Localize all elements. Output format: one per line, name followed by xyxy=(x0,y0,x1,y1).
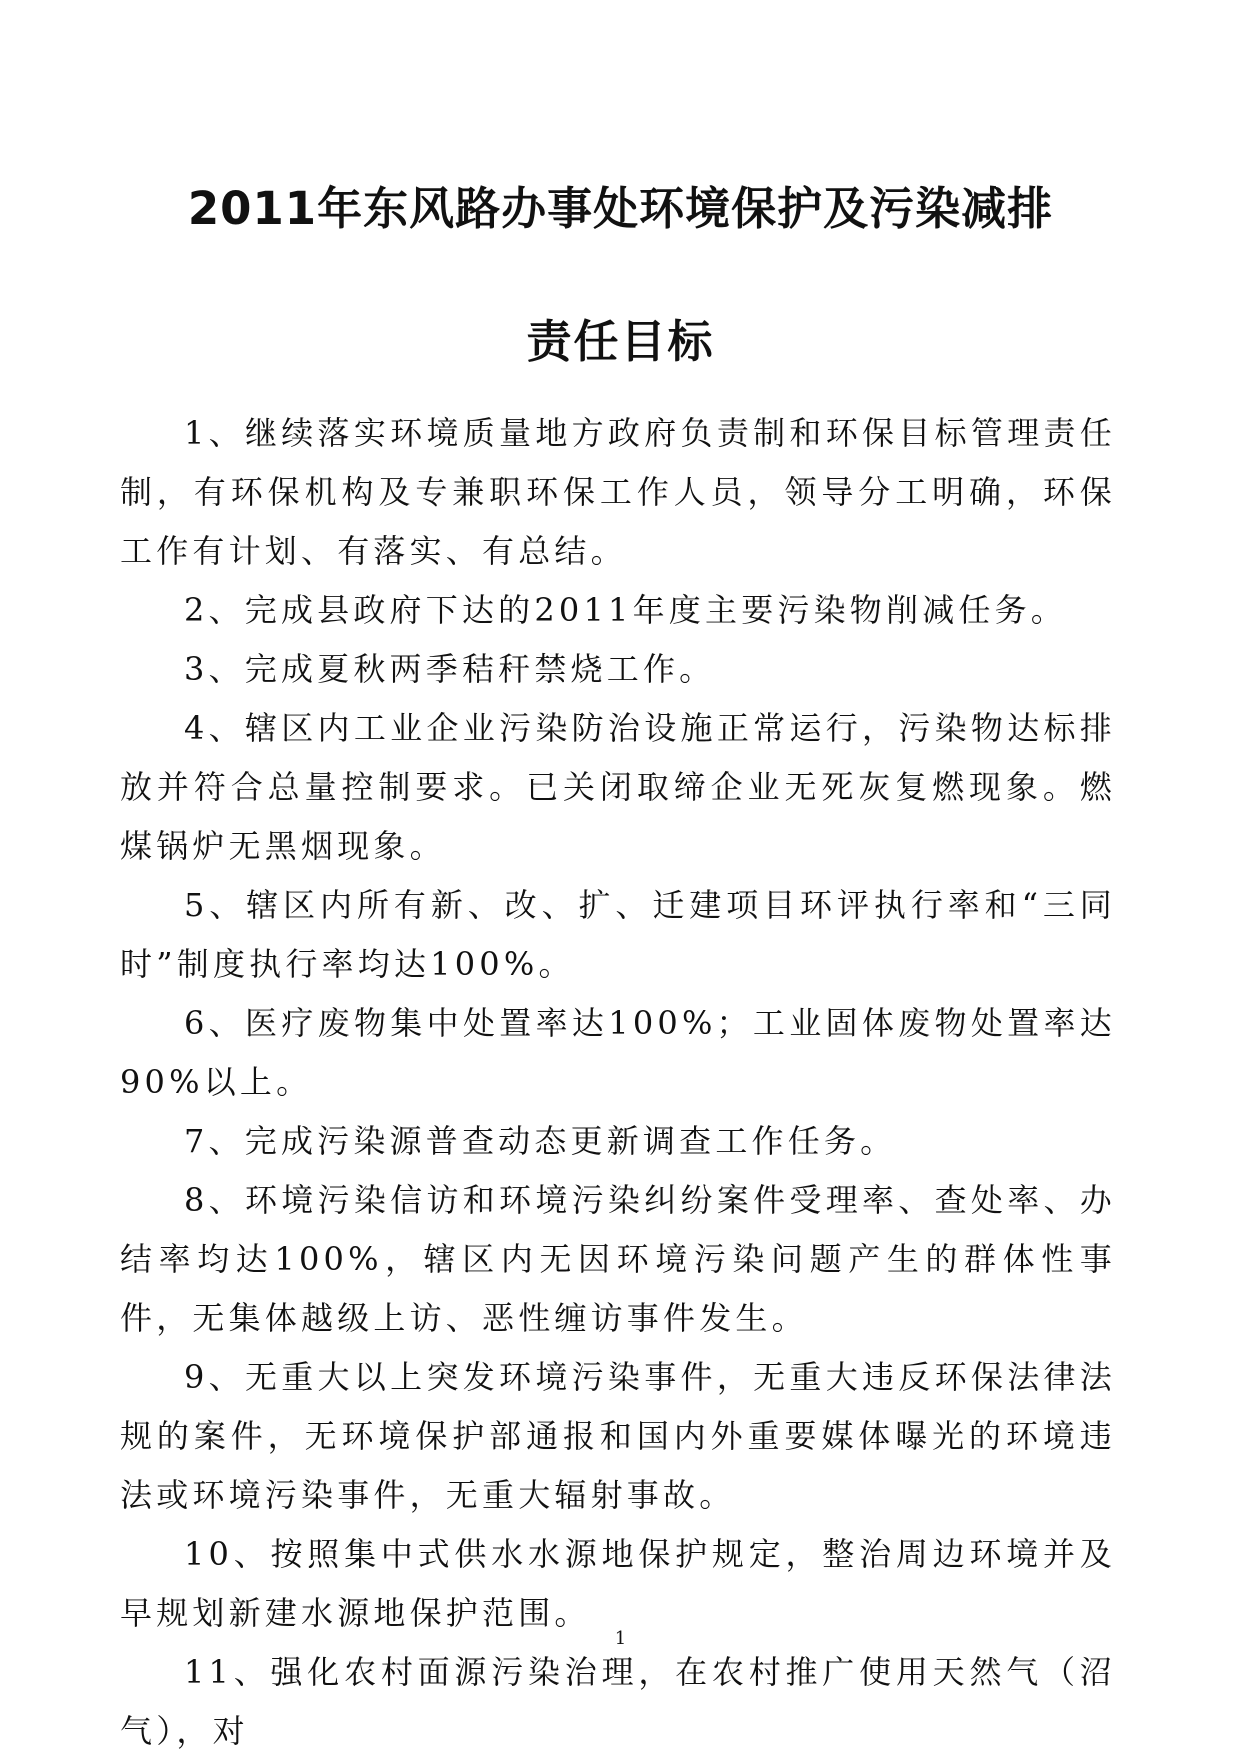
paragraph-7: 7、完成污染源普查动态更新调查工作任务。 xyxy=(184,1122,897,1160)
paragraph-2: 2、完成县政府下达的2011年度主要污染物削减任务。 xyxy=(184,591,1067,629)
paragraph-1: 1、继续落实环境质量地方政府负责制和环保目标管理责任制，有环保机构及专兼职环保工作人员，领导分工明确，环保工作有计划、有落实、有总结。 xyxy=(120,414,1116,570)
paragraph-3: 3、完成夏秋两季秸秆禁烧工作。 xyxy=(184,650,716,688)
paragraph-10: 10、按照集中式供水水源地保护规定，整治周边环境并及早规划新建水源地保护范围。 xyxy=(120,1535,1116,1632)
paragraph-8: 8、环境污染信访和环境污染纠纷案件受理率、查处率、办结率均达100%，辖区内无因环境污染问题产生的群体性事件，无集体越级上访、恶性缠访事件发生。 xyxy=(120,1181,1116,1337)
page-number: 1 xyxy=(614,1628,627,1649)
paragraph-5: 5、辖区内所有新、改、扩、迁建项目环评执行率和“三同时”制度执行率均达100%。 xyxy=(120,886,1116,983)
paragraph-9: 9、无重大以上突发环境污染事件，无重大违反环保法律法规的案件，无环境保护部通报和国内外重要媒体曝光的环境违法或环境污染事件，无重大辐射事故。 xyxy=(120,1358,1116,1514)
document-body xyxy=(120,404,1116,1761)
paragraph-11: 11、强化农村面源污染治理，在农村推广使用天然气（沼气），对 xyxy=(120,1653,1116,1750)
paragraph-4: 4、辖区内工业企业污染防治设施正常运行，污染物达标排放并符合总量控制要求。已关闭取缔企业无死灰复燃现象。燃煤锅炉无黑烟现象。 xyxy=(120,709,1116,865)
document-title-line-1: 2011年东风路办事处环境保护及污染减排 xyxy=(187,182,1054,235)
document-title-line-2: 责任目标 xyxy=(526,315,715,368)
paragraph-6: 6、医疗废物集中处置率达100%；工业固体废物处置率达90%以上。 xyxy=(120,1004,1116,1101)
